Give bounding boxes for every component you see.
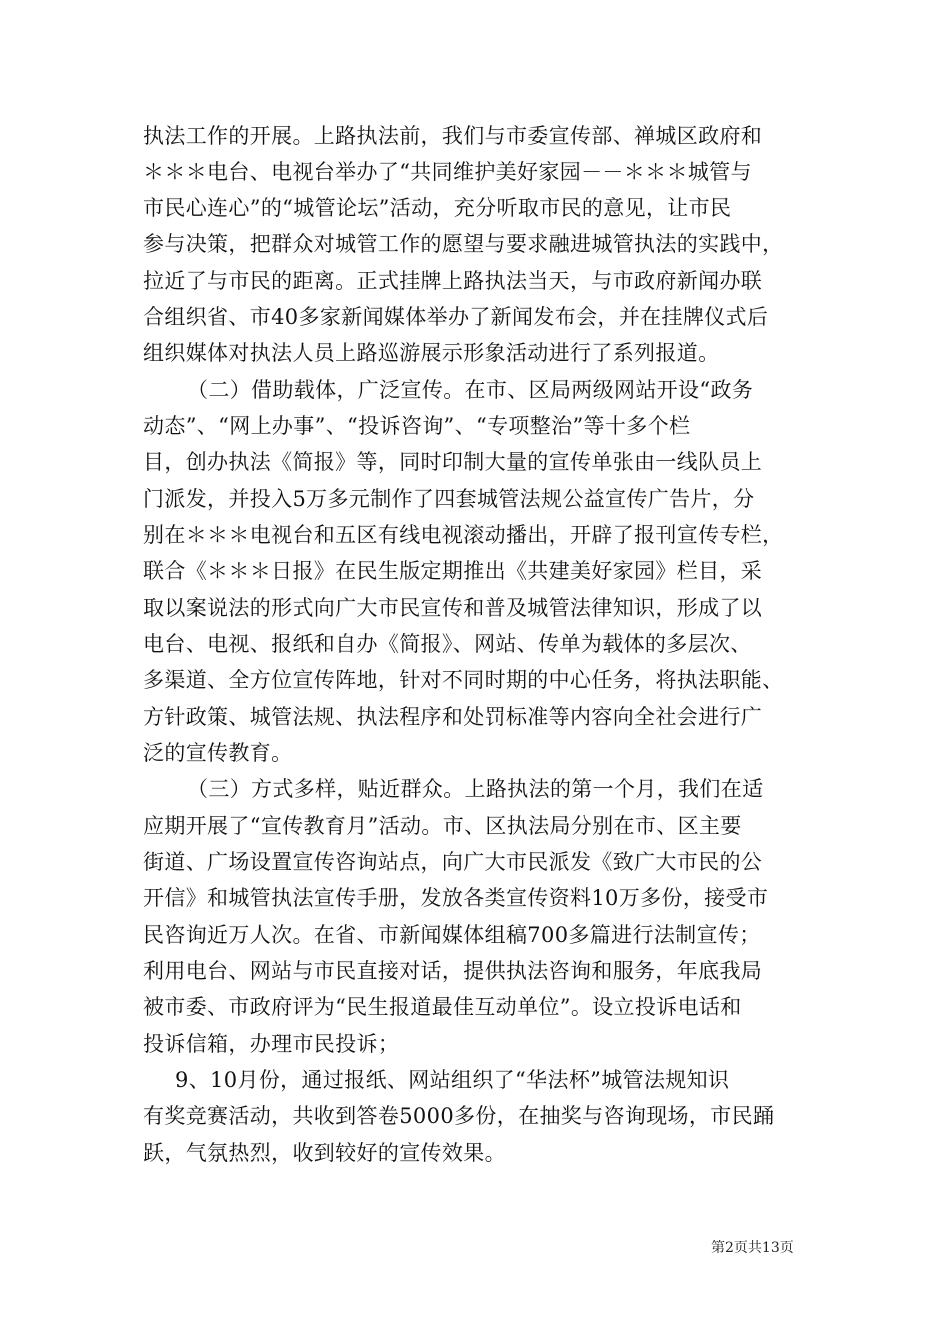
paragraph-first-line: 9、10月份，通过报纸、网站组织了“华法杯”城管法规知识 [175,1068,730,1092]
body-line: 跃，气氛热烈，收到较好的宣传效果。 [143,1141,506,1165]
body-line: 取以案说法的形式向广大市民宣传和普及城管法律知识，形成了以 [143,596,763,620]
body-line: 投诉信箱，办理市民投诉； [143,1032,400,1056]
body-line: 街道、广场设置宣传咨询站点，向广大市民派发《致广大市民的公 [143,850,763,874]
body-line: 被市委、市政府评为“民生报道最佳互动单位”。设立投诉电话和 [143,995,742,1019]
body-line: 目，创办执法《简报》等，同时印制大量的宣传单张由一线队员上 [143,450,763,474]
body-line: 合组织省、市40多家新闻媒体举办了新闻发布会，并在挂牌仪式后 [143,305,769,329]
body-line: 开信》和城管执法宣传手册，发放各类宣传资料10万多份，接受市 [143,886,769,910]
body-line: 联合《＊＊＊日报》在民生版定期推出《共建美好家园》栏目，采 [143,559,763,583]
body-line: 民咨询近万人次。在省、市新闻媒体组稿700多篇进行法制宣传； [143,923,761,947]
body-line: 电台、电视、报纸和自办《简报》、网站、传单为载体的多层次、 [143,632,752,656]
body-line: 别在＊＊＊电视台和五区有线电视滚动播出，开辟了报刊宣传专栏， [143,523,784,547]
body-line: 利用电台、网站与市民直接对话，提供执法咨询和服务，年底我局 [143,959,763,983]
body-line: 应期开展了“宣传教育月”活动。市、区执法局分别在市、区主要 [143,814,742,838]
body-line: ＊＊＊电台、电视台举办了“共同维护美好家园－－＊＊＊城管与 [143,160,752,184]
body-line: 参与决策，把群众对城管工作的愿望与要求融进城管执法的实践中， [143,232,784,256]
body-line: 泛的宣传教育。 [143,741,293,765]
page-number: 第2页共13页 [711,1240,794,1256]
body-line: 组织媒体对执法人员上路巡游展示形象活动进行了系列报道。 [143,341,720,365]
paragraph-heading-line: （三）方式多样，贴近群众。上路执法的第一个月，我们在适 [187,777,764,801]
paragraph-heading-line: （二）借助载体，广泛宣传。在市、区局两级网站开设“政务 [187,378,754,402]
body-line: 动态”、“网上办事”、“投诉咨询”、“专项整治”等十多个栏 [143,414,691,438]
body-line: 方针政策、城管法规、执法程序和处罚标准等内容向全社会进行广 [143,705,763,729]
body-line: 执法工作的开展。上路执法前，我们与市委宣传部、禅城区政府和 [143,124,763,148]
page-footer [0,1238,950,1258]
body-line: 门派发，并投入5万多元制作了四套城管法规公益宣传广告片，分 [143,487,755,511]
body-line: 多渠道、全方位宣传阵地，针对不同时期的中心任务，将执法职能、 [143,668,784,692]
body-line: 拉近了与市民的距离。正式挂牌上路执法当天，与市政府新闻办联 [143,269,763,293]
body-line: 市民心连心”的“城管论坛”活动，充分听取市民的意见，让市民 [143,196,732,220]
body-line: 有奖竞赛活动，共收到答卷5000多份，在抽奖与咨询现场，市民踊 [143,1104,775,1128]
